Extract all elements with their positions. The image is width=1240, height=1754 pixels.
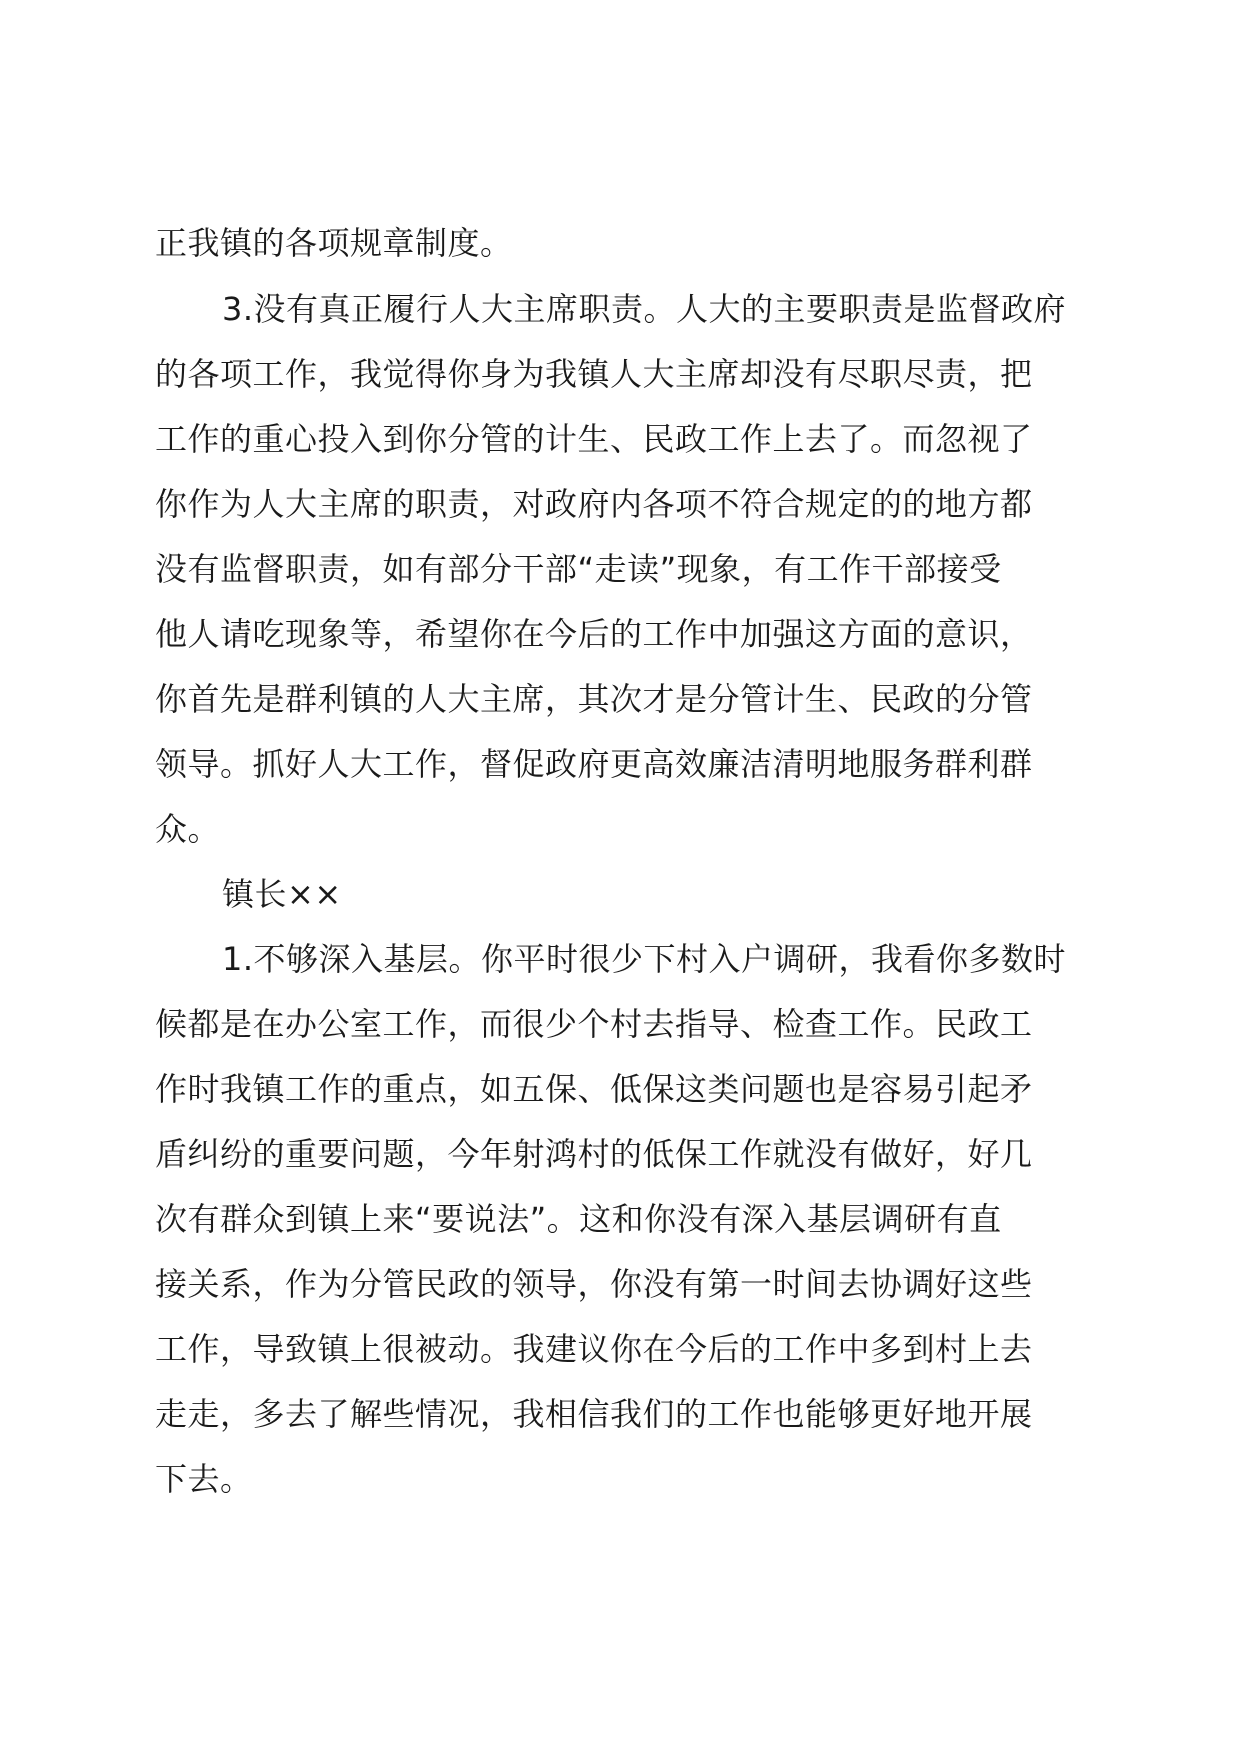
text-line: 你首先是群利镇的人大主席，其次才是分管计生、民政的分管 xyxy=(155,680,1033,718)
text-line: 你作为人大主席的职责，对政府内各项不符合规定的的地方都 xyxy=(155,485,1033,523)
text-line: 盾纠纷的重要问题，今年射鸿村的低保工作就没有做好，好几 xyxy=(155,1135,1033,1173)
text-line: 下去。 xyxy=(155,1460,253,1498)
text-line: 工作的重心投入到你分管的计生、民政工作上去了。而忽视了 xyxy=(155,420,1033,458)
text-line: 的各项工作，我觉得你身为我镇人大主席却没有尽职尽责，把 xyxy=(155,355,1033,393)
section-heading: 镇长×× xyxy=(222,875,342,913)
text-line: 作时我镇工作的重点，如五保、低保这类问题也是容易引起矛 xyxy=(155,1070,1033,1108)
text-line: 没有监督职责，如有部分干部“走读”现象，有工作干部接受 xyxy=(155,550,1002,588)
text-line: 正我镇的各项规章制度。 xyxy=(155,224,513,262)
text-line: 接关系，作为分管民政的领导，你没有第一时间去协调好这些 xyxy=(155,1265,1033,1303)
text-line: 走走，多去了解些情况，我相信我们的工作也能够更好地开展 xyxy=(155,1395,1033,1433)
text-line: 领导。抓好人大工作，督促政府更高效廉洁清明地服务群利群 xyxy=(155,745,1033,783)
text-line: 候都是在办公室工作，而很少个村去指导、检查工作。民政工 xyxy=(155,1005,1033,1043)
text-line: 他人请吃现象等，希望你在今后的工作中加强这方面的意识， xyxy=(155,615,1033,653)
text-line: 工作，导致镇上很被动。我建议你在今后的工作中多到村上去 xyxy=(155,1330,1033,1368)
text-line: 3.没有真正履行人大主席职责。人大的主要职责是监督政府 xyxy=(222,290,1067,328)
text-line: 1.不够深入基层。你平时很少下村入户调研，我看你多数时 xyxy=(222,940,1067,978)
text-line: 众。 xyxy=(155,810,221,848)
text-line: 次有群众到镇上来“要说法”。这和你没有深入基层调研有直 xyxy=(155,1200,1002,1238)
